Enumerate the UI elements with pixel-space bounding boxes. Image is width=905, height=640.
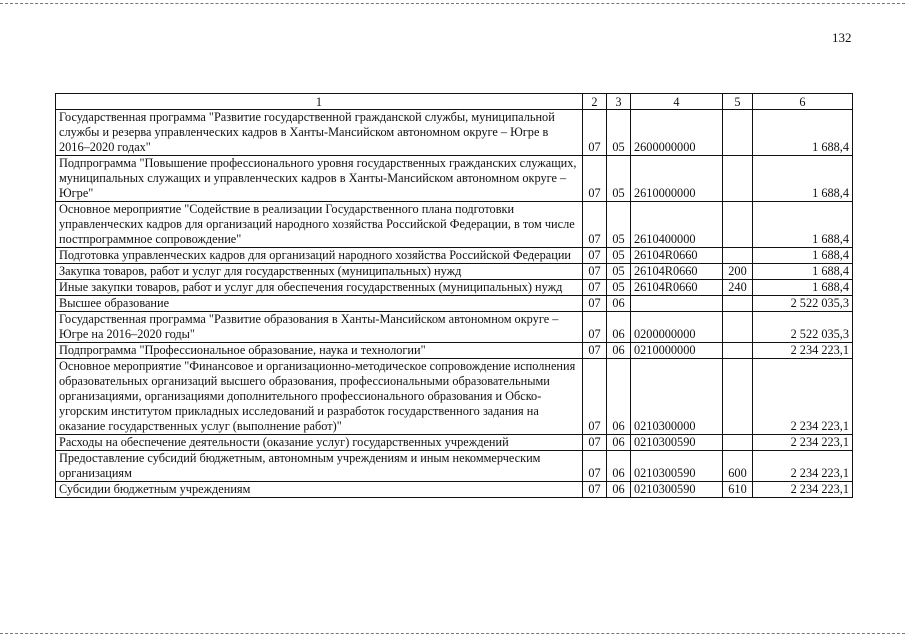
row-name: Основное мероприятие "Финансовое и организационно-методическое сопровождение исполнения образовательных организаций высшего образования, профессиональными образовательными организациями, организациями дополнительного профессионального образования и Обско-угорским институтом прикладных исследований и разработок государственного задания на оказание государственных услуг (выполнение работ)" xyxy=(56,359,583,435)
table-row xyxy=(56,359,853,435)
row-name: Расходы на обеспечение деятельности (оказание услуг) государственных учреждений xyxy=(56,435,583,451)
row-expense-type xyxy=(723,435,753,451)
row-expense-type xyxy=(723,343,753,359)
row-section: 07 xyxy=(583,280,607,296)
row-target-code xyxy=(631,296,723,312)
row-target-code: 0210300000 xyxy=(631,359,723,435)
row-section: 07 xyxy=(583,343,607,359)
row-subsection: 06 xyxy=(607,343,631,359)
row-target-code: 0200000000 xyxy=(631,312,723,343)
header-col-2: 2 xyxy=(583,94,607,110)
row-expense-type xyxy=(723,202,753,248)
header-col-3: 3 xyxy=(607,94,631,110)
row-name: Государственная программа "Развитие государственной гражданской службы, муниципальной службы и резерва управленческих кадров в Ханты-Мансийском автономном округе – Югре в 2016–2020 годах" xyxy=(56,110,583,156)
row-subsection: 06 xyxy=(607,312,631,343)
row-section: 07 xyxy=(583,451,607,482)
row-amount: 2 234 223,1 xyxy=(753,482,853,498)
row-target-code: 2610400000 xyxy=(631,202,723,248)
row-expense-type xyxy=(723,248,753,264)
row-amount: 1 688,4 xyxy=(753,156,853,202)
row-amount: 2 234 223,1 xyxy=(753,343,853,359)
row-name: Подпрограмма "Профессиональное образование, наука и технологии" xyxy=(56,343,583,359)
row-amount: 2 522 035,3 xyxy=(753,296,853,312)
row-section: 07 xyxy=(583,202,607,248)
table-row xyxy=(56,296,853,312)
header-row xyxy=(56,94,853,110)
row-target-code: 26104R0660 xyxy=(631,264,723,280)
row-target-code: 0210000000 xyxy=(631,343,723,359)
row-section: 07 xyxy=(583,110,607,156)
table-row xyxy=(56,343,853,359)
row-expense-type xyxy=(723,156,753,202)
header-col-6: 6 xyxy=(753,94,853,110)
row-target-code: 0210300590 xyxy=(631,482,723,498)
row-subsection: 06 xyxy=(607,435,631,451)
row-name: Закупка товаров, работ и услуг для государственных (муниципальных) нужд xyxy=(56,264,583,280)
row-name: Иные закупки товаров, работ и услуг для обеспечения государственных (муниципальных) нужд xyxy=(56,280,583,296)
row-name: Государственная программа "Развитие образования в Ханты-Мансийском автономном округе – Югре на 2016–2020 годы" xyxy=(56,312,583,343)
row-target-code: 0210300590 xyxy=(631,451,723,482)
row-subsection: 06 xyxy=(607,296,631,312)
row-name: Подпрограмма "Повышение профессионального уровня государственных гражданских служащих, муниципальных служащих и управленческих кадров в Ханты-Мансийском автономном округе – Югре" xyxy=(56,156,583,202)
row-amount: 1 688,4 xyxy=(753,280,853,296)
row-name: Высшее образование xyxy=(56,296,583,312)
table-row xyxy=(56,264,853,280)
row-section: 07 xyxy=(583,435,607,451)
table-row xyxy=(56,202,853,248)
row-subsection: 05 xyxy=(607,202,631,248)
row-section: 07 xyxy=(583,264,607,280)
row-expense-type xyxy=(723,359,753,435)
row-expense-type xyxy=(723,312,753,343)
header-col-1: 1 xyxy=(56,94,583,110)
row-subsection: 05 xyxy=(607,110,631,156)
budget-table xyxy=(55,93,853,498)
row-subsection: 06 xyxy=(607,451,631,482)
row-subsection: 06 xyxy=(607,359,631,435)
row-section: 07 xyxy=(583,156,607,202)
table-row xyxy=(56,248,853,264)
row-amount: 2 522 035,3 xyxy=(753,312,853,343)
page-number: 132 xyxy=(832,30,852,45)
header-col-5: 5 xyxy=(723,94,753,110)
table-row xyxy=(56,312,853,343)
table-row xyxy=(56,156,853,202)
row-target-code: 0210300590 xyxy=(631,435,723,451)
row-expense-type xyxy=(723,296,753,312)
row-name: Подготовка управленческих кадров для организаций народного хозяйства Российской Федерации xyxy=(56,248,583,264)
row-expense-type: 610 xyxy=(723,482,753,498)
row-section: 07 xyxy=(583,359,607,435)
row-amount: 1 688,4 xyxy=(753,202,853,248)
row-amount: 1 688,4 xyxy=(753,110,853,156)
table-row xyxy=(56,280,853,296)
row-name: Субсидии бюджетным учреждениям xyxy=(56,482,583,498)
row-name: Предоставление субсидий бюджетным, автономным учреждениям и иным некоммерческим организациям xyxy=(56,451,583,482)
row-amount: 2 234 223,1 xyxy=(753,359,853,435)
table-row xyxy=(56,435,853,451)
row-section: 07 xyxy=(583,248,607,264)
row-expense-type xyxy=(723,110,753,156)
row-subsection: 05 xyxy=(607,264,631,280)
row-section: 07 xyxy=(583,312,607,343)
row-expense-type: 200 xyxy=(723,264,753,280)
top-scan-border xyxy=(0,3,905,4)
row-section: 07 xyxy=(583,482,607,498)
row-target-code: 26104R0660 xyxy=(631,248,723,264)
row-target-code: 2610000000 xyxy=(631,156,723,202)
row-name: Основное мероприятие "Содействие в реализации Государственного плана подготовки управленческих кадров для организаций народного хозяйства Российской Федерации, в том числе постпрограммное сопровождение" xyxy=(56,202,583,248)
table-row xyxy=(56,482,853,498)
row-amount: 1 688,4 xyxy=(753,248,853,264)
row-subsection: 06 xyxy=(607,482,631,498)
row-amount: 1 688,4 xyxy=(753,264,853,280)
row-amount: 2 234 223,1 xyxy=(753,451,853,482)
table-row xyxy=(56,451,853,482)
header-col-4: 4 xyxy=(631,94,723,110)
table-row xyxy=(56,110,853,156)
bottom-scan-border xyxy=(0,633,905,634)
row-expense-type: 240 xyxy=(723,280,753,296)
row-expense-type: 600 xyxy=(723,451,753,482)
row-amount: 2 234 223,1 xyxy=(753,435,853,451)
row-target-code: 26104R0660 xyxy=(631,280,723,296)
row-subsection: 05 xyxy=(607,156,631,202)
row-subsection: 05 xyxy=(607,280,631,296)
row-subsection: 05 xyxy=(607,248,631,264)
row-target-code: 2600000000 xyxy=(631,110,723,156)
row-section: 07 xyxy=(583,296,607,312)
